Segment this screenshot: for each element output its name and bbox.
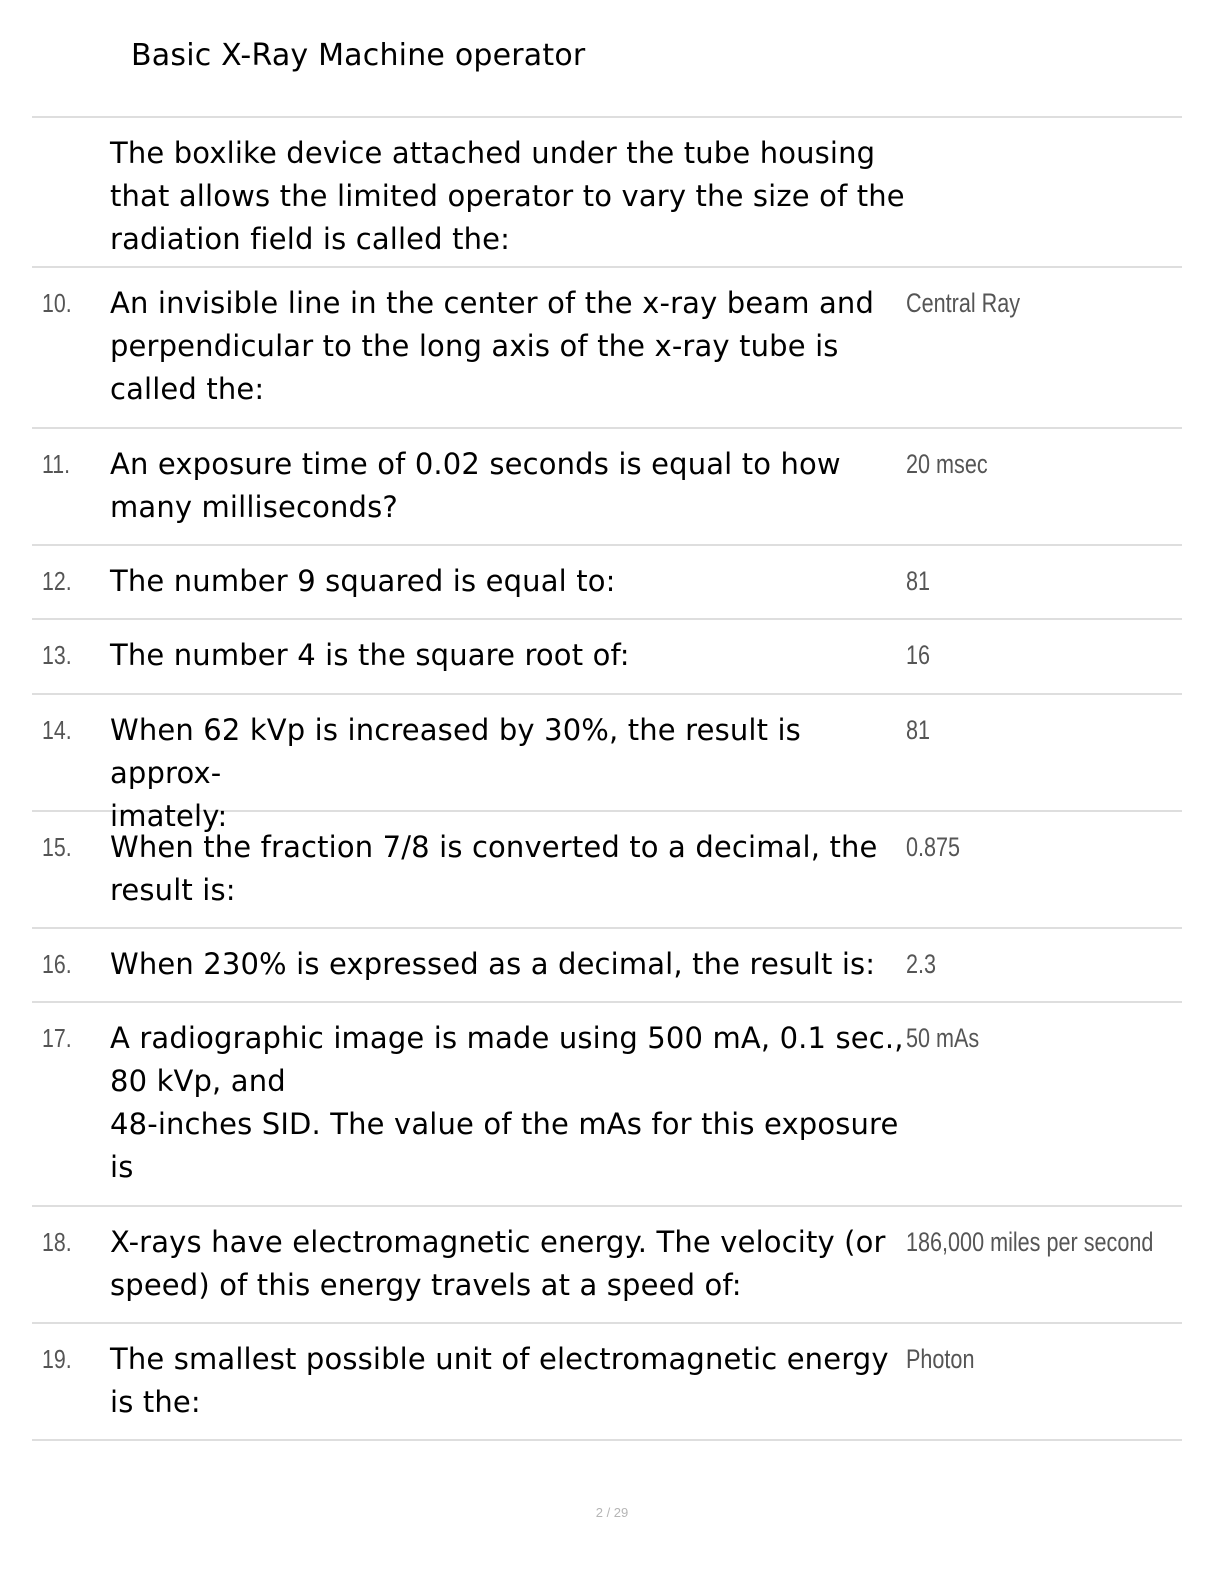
page-number-indicator: 2 / 29 <box>595 1505 629 1520</box>
table-row <box>32 429 1182 546</box>
table-row <box>32 620 1182 695</box>
question-text: An invisible line in the center of the x-ray beam and perpendicular to the long axis of the x-ray tube is called the: <box>110 286 875 406</box>
answer-text: 0.875 <box>906 832 961 862</box>
question-number: 12. <box>42 566 72 596</box>
question-number: 18. <box>42 1227 72 1257</box>
question-text: The smallest possible unit of electromagnetic energy is the: <box>110 1342 889 1419</box>
question-text: When 230% is expressed as a decimal, the result is: <box>110 947 876 981</box>
table-row <box>32 1207 1182 1324</box>
question-text: A radiographic image is made using 500 mA, 0.1 sec., 80 kVp, and 48-inches SID. The value of the mAs for this exposure is <box>110 1021 904 1184</box>
answer-text: Central Ray <box>906 288 1021 318</box>
answer-text: 50 mAs <box>906 1023 980 1053</box>
question-text: The number 4 is the square root of: <box>110 638 630 672</box>
question-number: 13. <box>42 640 72 670</box>
question-number: 16. <box>42 949 72 979</box>
question-text: An exposure time of 0.02 seconds is equal to how many milliseconds? <box>110 447 841 524</box>
answer-text: 20 msec <box>906 449 988 479</box>
question-number: 14. <box>42 715 72 745</box>
answer-text: Photon <box>906 1344 975 1374</box>
answer-text: 2.3 <box>906 949 937 979</box>
table-row <box>32 1324 1182 1441</box>
table-row <box>32 546 1182 620</box>
table-row <box>32 268 1182 429</box>
question-number: 11. <box>42 449 71 479</box>
table-row <box>32 812 1182 929</box>
answer-text: 186,000 miles per second <box>906 1227 1154 1257</box>
question-number: 10. <box>42 288 72 318</box>
table-row <box>32 695 1182 833</box>
question-text: When the fraction 7/8 is converted to a decimal, the result is: <box>110 830 878 907</box>
table-row <box>32 929 1182 1003</box>
question-number: 15. <box>42 832 72 862</box>
question-answer-table <box>32 116 1182 1441</box>
table-row <box>32 1003 1182 1207</box>
question-text: The boxlike device attached under the tube housing that allows the limited operator to vary the size of the radiation field is called the: <box>110 136 905 256</box>
table-row <box>32 118 1182 268</box>
question-number: 17. <box>42 1023 72 1053</box>
answer-text: 16 <box>906 640 931 670</box>
answer-text: 81 <box>906 715 931 745</box>
question-text: The number 9 squared is equal to: <box>110 564 616 598</box>
question-text: X-rays have electromagnetic energy. The velocity (or speed) of this energy travels at a speed of: <box>110 1225 886 1302</box>
page-title: Basic X-Ray Machine operator <box>131 38 586 73</box>
answer-text: 81 <box>906 566 931 596</box>
question-text: When 62 kVp is increased by 30%, the result is approx- imately: <box>110 713 801 833</box>
question-number: 19. <box>42 1344 72 1374</box>
